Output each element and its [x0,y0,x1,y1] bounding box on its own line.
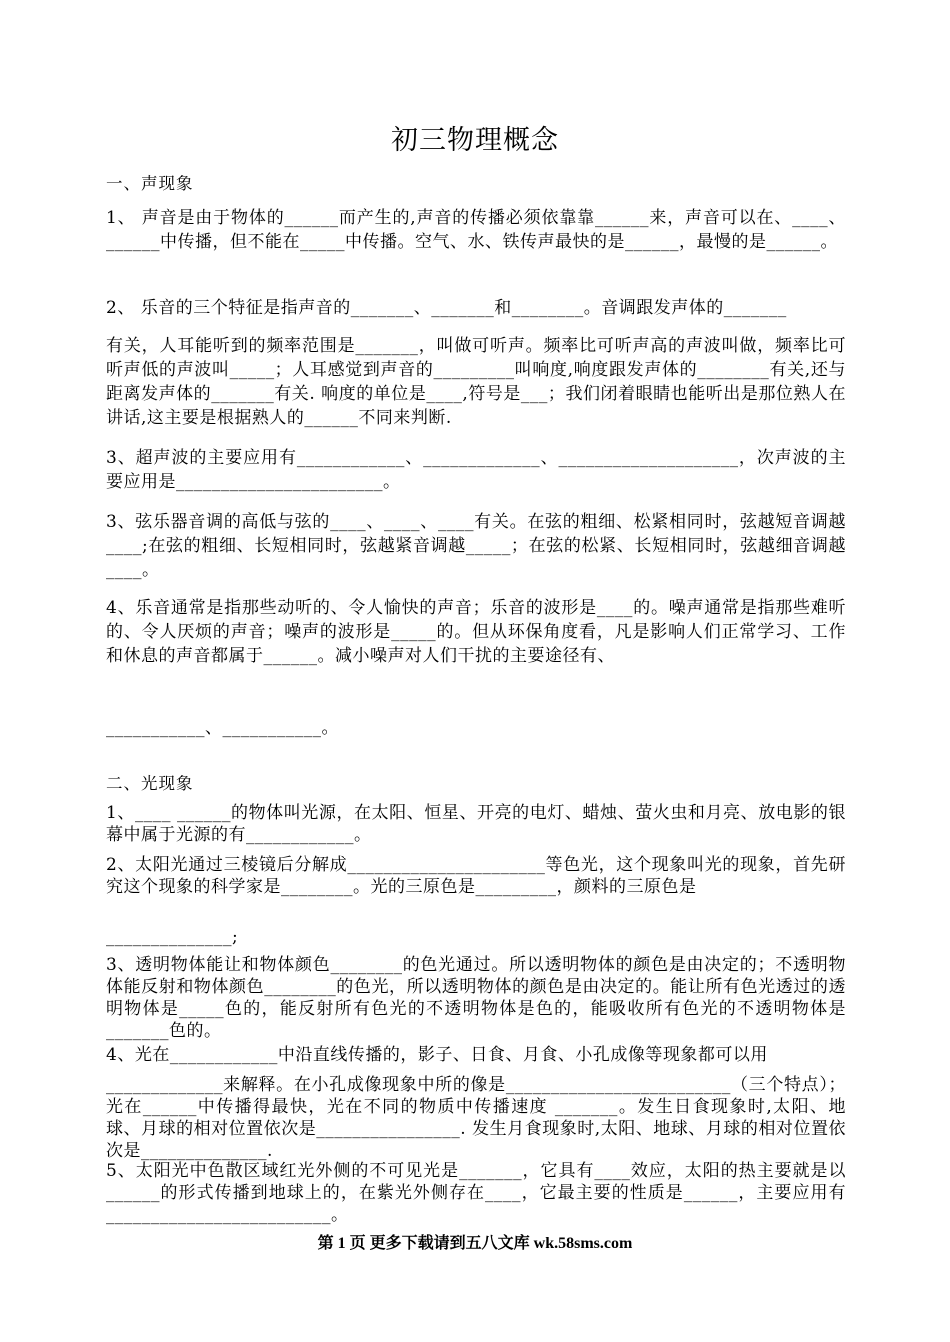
paragraph-light-4b: _____________来解释。在小孔成像现象中所的像是_________________________（三个特点）；光在______中传播得最快，光在不同的物质中传播速度 _______。发生日食现象时,太阳、地球、月球的相对位置依次是________________. 发生月食现象时,太阳、地球、月球的相对位置依次是______________. [106,1075,846,1161]
paragraph-sound-5b: ___________、___________。 [106,718,339,738]
page-footer: 第 1 页 更多下载请到五八文库 wk.58sms.com [317,1235,633,1252]
section-heading-light: 二、光现象 [106,774,194,793]
paragraph-sound-4: 3、弦乐器音调的高低与弦的____、____、____有关。在弦的粗细、松紧相同时，弦越短音调越____;在弦的粗细、长短相同时，弦越紧音调越_____；在弦的松紧、长短相同时，弦越细音调越 ____。 [106,512,846,580]
paragraph-sound-5: 4、乐音通常是指那些动听的、令人愉快的声音；乐音的波形是____的。噪声通常是指那些难听的、令人厌烦的声音；噪声的波形是_____的。但从环保角度看，凡是影响人们正常学习、工作和休息的声音都属于______。减小噪声对人们干扰的主要途径有、 [106,598,846,666]
paragraph-sound-2b: 有关，人耳能听到的频率范围是_______，叫做可听声。频率比可听声高的声波叫做，频率比可听声低的声波叫_____；人耳感觉到声音的_________叫响度,响度跟发声体的________有关,还与距离发声体的_______有关. 响度的单位是____,符号是___；我们闭着眼睛也能听出是那位熟人在讲话,这主要是根据熟人的______不同来判断. [106,336,846,428]
paragraph-light-2b: ______________; [106,927,239,947]
paragraph-light-1: 1、____ ______的物体叫光源，在太阳、恒星、开亮的电灯、蜡烛、萤火虫和月亮、放电影的银幕中属于光源的有____________。 [106,803,846,845]
paragraph-sound-1: 1、 声音是由于物体的______而产生的,声音的传播必须依靠靠______来，声音可以在、____、______中传播，但不能在_____中传播。空气、水、铁传声最快的是______，最慢的是______。 [106,208,846,252]
paragraph-sound-2a: 2、 乐音的三个特征是指声音的_______、_______和________。音调跟发声体的_______ [106,298,787,318]
paragraph-light-2: 2、太阳光通过三棱镜后分解成______________________等色光，这个现象叫光的现象，首先研究这个现象的科学家是________。光的三原色是_________，颜料的三原色是 [106,855,846,897]
paragraph-light-3: 3、透明物体能让和物体颜色________的色光通过。所以透明物体的颜色是由决定的；不透明物体能反射和物体颜色________的色光，所以透明物体的颜色是由决定的。能让所有色光透过的透明物体是_____色的，能反射所有色光的不透明物体是色的，能吸收所有色光的不透明物体是_______色的。 [106,955,846,1041]
section-heading-sound: 一、声现象 [106,174,194,193]
paragraph-sound-3: 3、超声波的主要应用有____________、_____________、____________________，次声波的主要应用是_______________________。 [106,448,846,492]
paragraph-light-4a: 4、光在____________中沿直线传播的，影子、日食、月食、小孔成像等现象都可以用 [106,1045,768,1065]
page-title: 初三物理概念 [391,125,559,156]
paragraph-light-5: 5、太阳光中色散区域红光外侧的不可见光是_______，它具有____效应，太阳的热主要就是以______的形式传播到地球上的，在紫光外侧存在____，它最主要的性质是______，主要应用有_________________________。 [106,1161,846,1225]
